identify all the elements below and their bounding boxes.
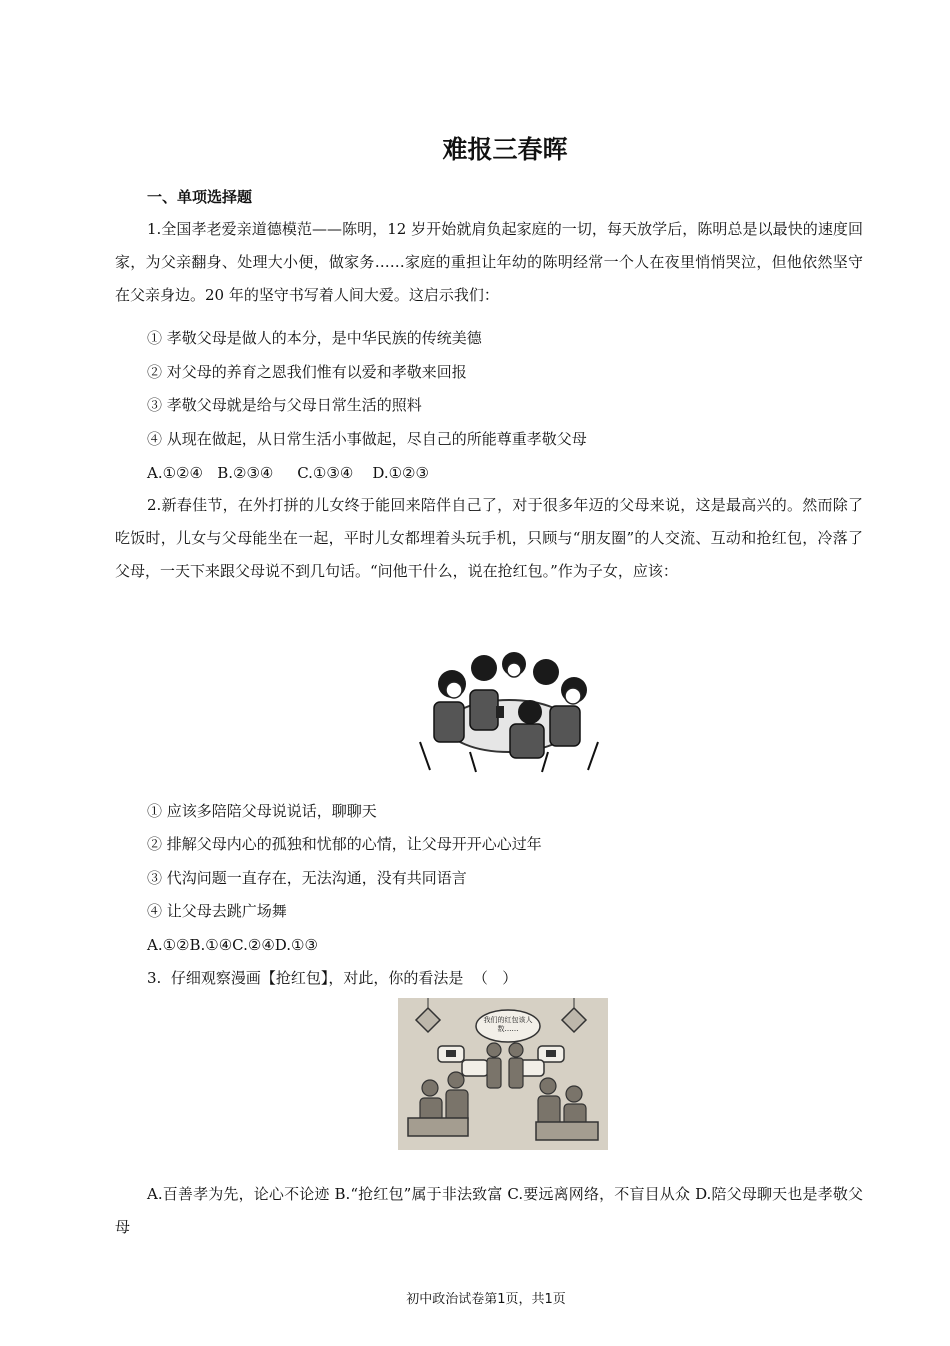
q1-option-4: ④ 从现在做起，从日常生活小事做起，尽自己的所能尊重孝敬父母 — [147, 430, 587, 448]
section-heading: 一、单项选择题 — [147, 188, 253, 206]
page-title: 难报三春晖 — [442, 135, 568, 164]
red-envelope-cartoon — [398, 998, 608, 1150]
q2-option-2: ② 排解父母内心的孤独和忧郁的心情，让父母开开心心过年 — [147, 835, 542, 853]
q2-option-4: ④ 让父母去跳广场舞 — [147, 902, 287, 920]
q1-option-3: ③ 孝敬父母就是给与父母日常生活的照料 — [147, 396, 422, 414]
q1-stem: 1.全国孝老爱亲道德模范——陈明，12 岁开始就肩负起家庭的一切，每天放学后，陈明总是以最快的速度回家，为父亲翻身、处理大小便，做家务……家庭的重担让年幼的陈明经常一个人在夜里悄悄哭泣，但他依然坚守在父亲身边。20 年的坚守书写着人间大爱。这启示我们： — [115, 220, 863, 304]
q1-option-2: ② 对父母的养育之恩我们惟有以爱和孝敬来回报 — [147, 363, 467, 381]
q2-option-1: ① 应该多陪陪父母说说话，聊聊天 — [147, 802, 377, 820]
q2-option-3: ③ 代沟问题一直存在，无法沟通，没有共同语言 — [147, 869, 467, 887]
q3-stem: 3. 仔细观察漫画【抢红包】，对此，你的看法是 （ ） — [147, 969, 518, 987]
page-footer: 初中政治试卷第1页，共1页 — [406, 1292, 566, 1307]
q1-choices: A.①②④ B.②③④ C.①③④ D.①②③ — [147, 464, 429, 482]
q2-stem: 2.新春佳节，在外打拼的儿女终于能回来陪伴自己了，对于很多年迈的父母来说，这是最高兴的。然而除了吃饭时，儿女与父母能坐在一起，平时儿女都埋着头玩手机，只顾与“朋友圈”的人交流、互动和抢红包，冷落了父母，一天下来跟父母说不到几句话。“问他干什么，说在抢红包。”作为子女，应该： — [115, 496, 863, 580]
q3-choices: A.百善孝为先，论心不论迹 B.“抢红包”属于非法致富 C.要远离网络，不盲目从众 D.陪父母聊天也是孝敬父母 — [115, 1185, 863, 1236]
q1-option-1: ① 孝敬父母是做人的本分，是中华民族的传统美德 — [147, 329, 482, 347]
cartoon-speech-bubble: 我们的红包该人数…… — [483, 1016, 533, 1033]
family-dinner-illustration — [410, 642, 608, 774]
q2-choices: A.①②B.①④C.②④D.①③ — [147, 936, 318, 954]
